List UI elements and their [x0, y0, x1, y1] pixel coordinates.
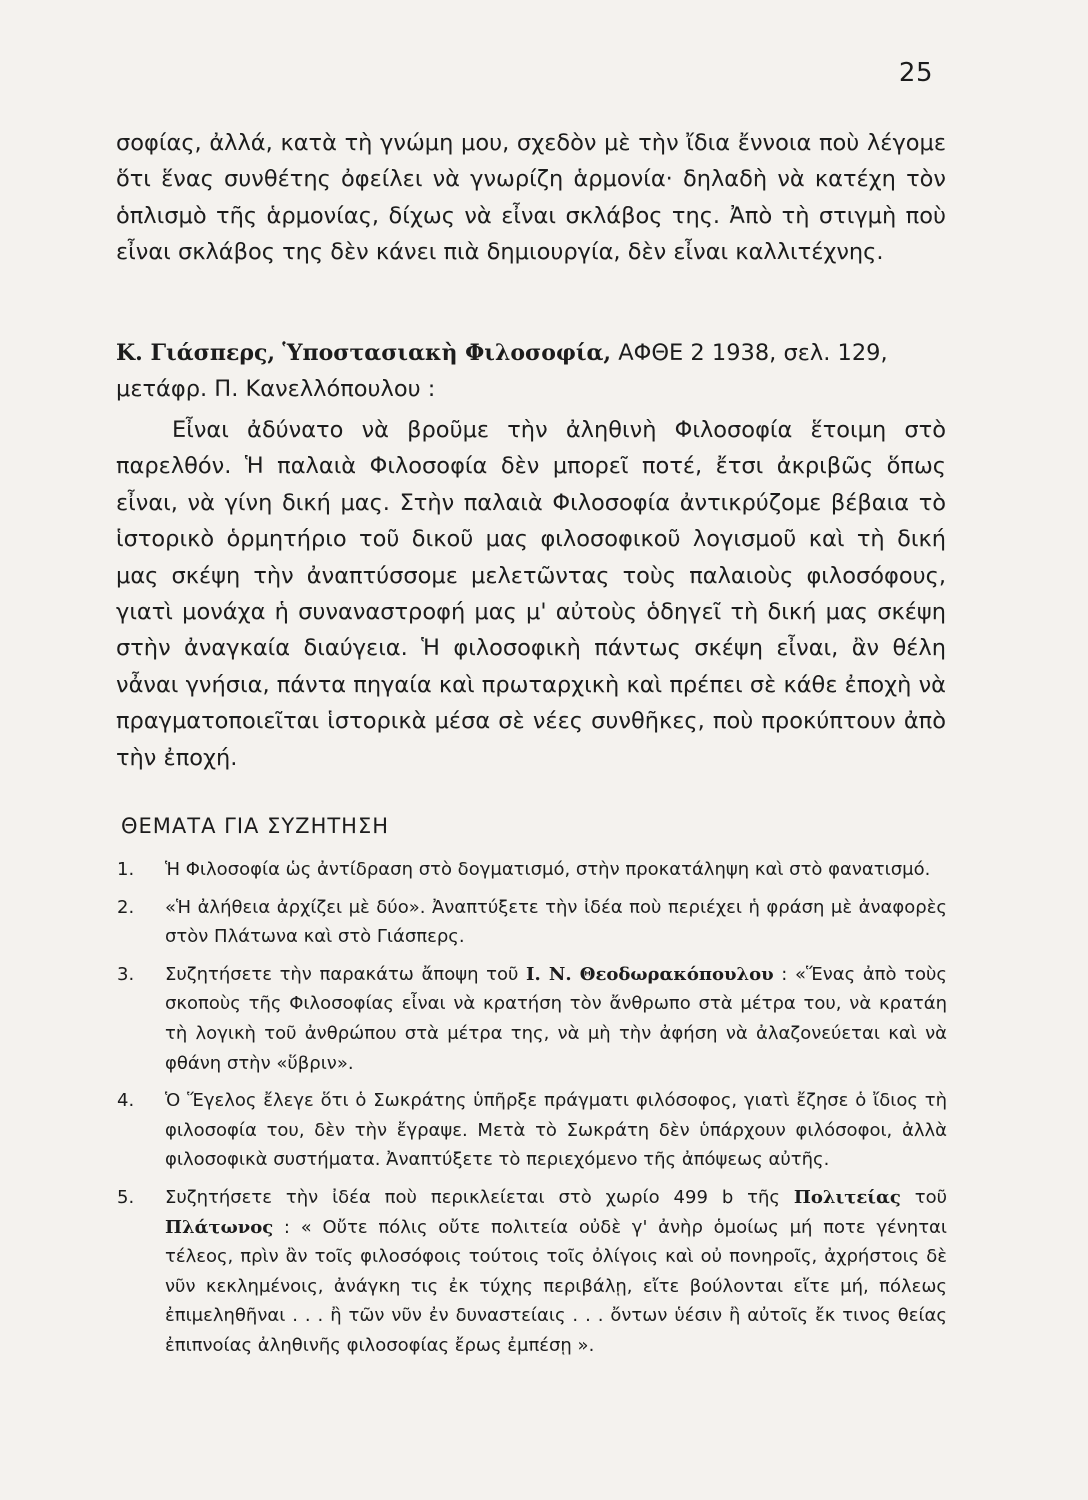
item-text — [165, 960, 947, 1078]
section-heading: ΘΕΜΑΤΑ ΓΙΑ ΣΥΖΗΤΗΣΗ — [121, 814, 390, 838]
item-author-name: Πλάτωνος — [165, 1216, 274, 1238]
list-item — [117, 855, 947, 885]
list-item — [117, 1086, 947, 1175]
citation-details: ΑΦΘΕ 2 1938, σελ. 129, μετάφρ. Π. Κανελλόπουλου : — [116, 340, 888, 402]
quote-paragraph — [116, 412, 946, 776]
list-item — [117, 893, 947, 952]
item-text: Ὁ Ἕγελος ἔλεγε ὅτι ὁ Σωκράτης ὑπῆρξε πράγματι φιλόσοφος, γιατὶ ἔζησε ὁ ἴδιος τὴ φιλοσοφία του, δὲν τὴν ἔγραψε. Μετὰ τὸ Σωκράτη δὲν ὑπάρχουν φιλόσοφοι, ἀλλὰ φιλοσοφικὰ συστήματα. Ἀναπτύξετε τὸ περιεχόμενο τῆς ἀπόψεως αὐτῆς. — [165, 1090, 947, 1171]
list-item — [117, 960, 947, 1078]
item-number: 4. — [117, 1090, 135, 1112]
citation-author: Κ. Γιάσπερς, — [116, 340, 276, 366]
intro-text: σοφίας, ἀλλά, κατὰ τὴ γνώμη μου, σχεδὸν μὲ τὴν ἴδια ἔννοια ποὺ λέγομε ὅτι ἕνας συνθέτης ὀφείλει νὰ γνωρίζη ἁρμονία· δηλαδὴ νὰ κατέχη τὸν ὁπλισμὸ τῆς ἁρμονίας, δίχως νὰ εἶναι σκλάβος της. Ἀπὸ τὴ στιγμὴ ποὺ εἶναι σκλάβος της δὲν κάνει πιὰ δημιουργία, δὲν εἶναι καλλιτέχνης. — [116, 130, 946, 266]
item-text: Ἡ Φιλοσοφία ὡς ἀντίδραση στὸ δογματισμό, στὴν προκατάληψη καὶ στὸ φανατισμό. — [165, 859, 931, 880]
quote-text: Εἶναι ἀδύνατο νὰ βροῦμε τὴν ἀληθινὴ Φιλοσοφία ἕτοιμη στὸ παρελθόν. Ἡ παλαιὰ Φιλοσοφία δὲν μπορεῖ ποτέ, ἔτσι ἀκριβῶς ὅπως εἶναι, νὰ γίνη δική μας. Στὴν παλαιὰ Φιλοσοφία ἀντικρύζομε βέβαια τὸ ἱστορικὸ ὁρμητήριο τοῦ δικοῦ μας φιλοσοφικοῦ λογισμοῦ καὶ τὴ δική μας σκέψη τὴν ἀναπτύσσομε μελετῶντας τοὺς παλαιοὺς φιλοσόφους, γιατὶ μονάχα ἡ συναναστροφή μας μ' αὐτοὺς ὁδηγεῖ τὴ δική μας σκέψη στὴν ἀναγκαία διαύγεια. Ἡ φιλοσοφικὴ πάντως σκέψη εἶναι, ἂν θέλη νἆναι γνήσια, πάντα πηγαία καὶ πρωταρχικὴ καὶ πρέπει σὲ κάθε ἐποχὴ νὰ πραγματοποιεῖται ἱστορικὰ μέσα σὲ νέες συνθῆκες, ποὺ προκύπτουν ἀπὸ τὴν ἐποχή. — [116, 417, 946, 771]
item-text-after: : «Ἕνας ἀπὸ τοὺς σκοποὺς τῆς Φιλοσοφίας εἶναι νὰ κρατήση τὸν ἄνθρωπο στὰ μέτρα του, νὰ κρατάη τὴ λογικὴ τοῦ ἀνθρώπου στὰ μέτρα της, νὰ μὴ τὴν ἀφήση νὰ ἀλαζονεύεται καὶ νὰ φθάνη στὴν «ὕβριν». — [165, 963, 947, 1074]
item-text — [165, 1183, 947, 1361]
item-text: «Ἡ ἀλήθεια ἀρχίζει μὲ δύο». Ἀναπτύξετε τὴν ἰδέα ποὺ περιέχει ἡ φράση μὲ ἀναφορὲς στὸν Πλάτωνα καὶ στὸ Γιάσπερς. — [165, 896, 947, 948]
item-number: 2. — [117, 896, 135, 918]
citation-title: Ὑποστασιακὴ Φιλοσοφία, — [282, 340, 612, 366]
page-number: 25 — [898, 58, 933, 88]
intro-paragraph — [116, 125, 946, 271]
item-number: 5. — [117, 1186, 135, 1208]
item-work-title: Πολιτείας — [793, 1186, 901, 1208]
list-item — [117, 1183, 947, 1361]
item-text-middle: τοῦ — [900, 1186, 947, 1208]
item-text-before: Συζητήσετε τὴν ἰδέα ποὺ περικλείεται στὸ χωρίο 499 b τῆς — [165, 1186, 794, 1208]
item-number: 3. — [117, 963, 135, 985]
item-text-before: Συζητήσετε τὴν παρακάτω ἄποψη τοῦ — [165, 963, 527, 985]
item-author-name: Ι. Ν. Θεοδωρακόπουλου — [526, 963, 774, 985]
item-text-after: : « Οὔτε πόλις οὔτε πολιτεία οὐδὲ γ' ἀνὴρ ὁμοίως μή ποτε γένηται τέλεος, πρὶν ἂν τοῖς φιλοσόφοις τούτοις τοῖς ὀλίγοις καὶ οὐ πονηροῖς, ἀχρήστοις δὲ νῦν κεκλημένοις, ἀνάγκη τις ἐκ τύχης περιβάλῃ, εἴτε βούλονται εἴτε μή, πόλεως ἐπιμεληθῆναι . . . ἢ τῶν νῦν ἐν δυναστείαις . . . ὄντων ὑέσιν ἢ αὐτοῖς ἔκ τινος θείας ἐπιπνοίας ἀληθινῆς φιλοσοφίας ἔρως ἐμπέσῃ ». — [165, 1216, 947, 1356]
citation — [116, 335, 946, 407]
discussion-list — [117, 855, 947, 1369]
item-number: 1. — [117, 859, 135, 880]
